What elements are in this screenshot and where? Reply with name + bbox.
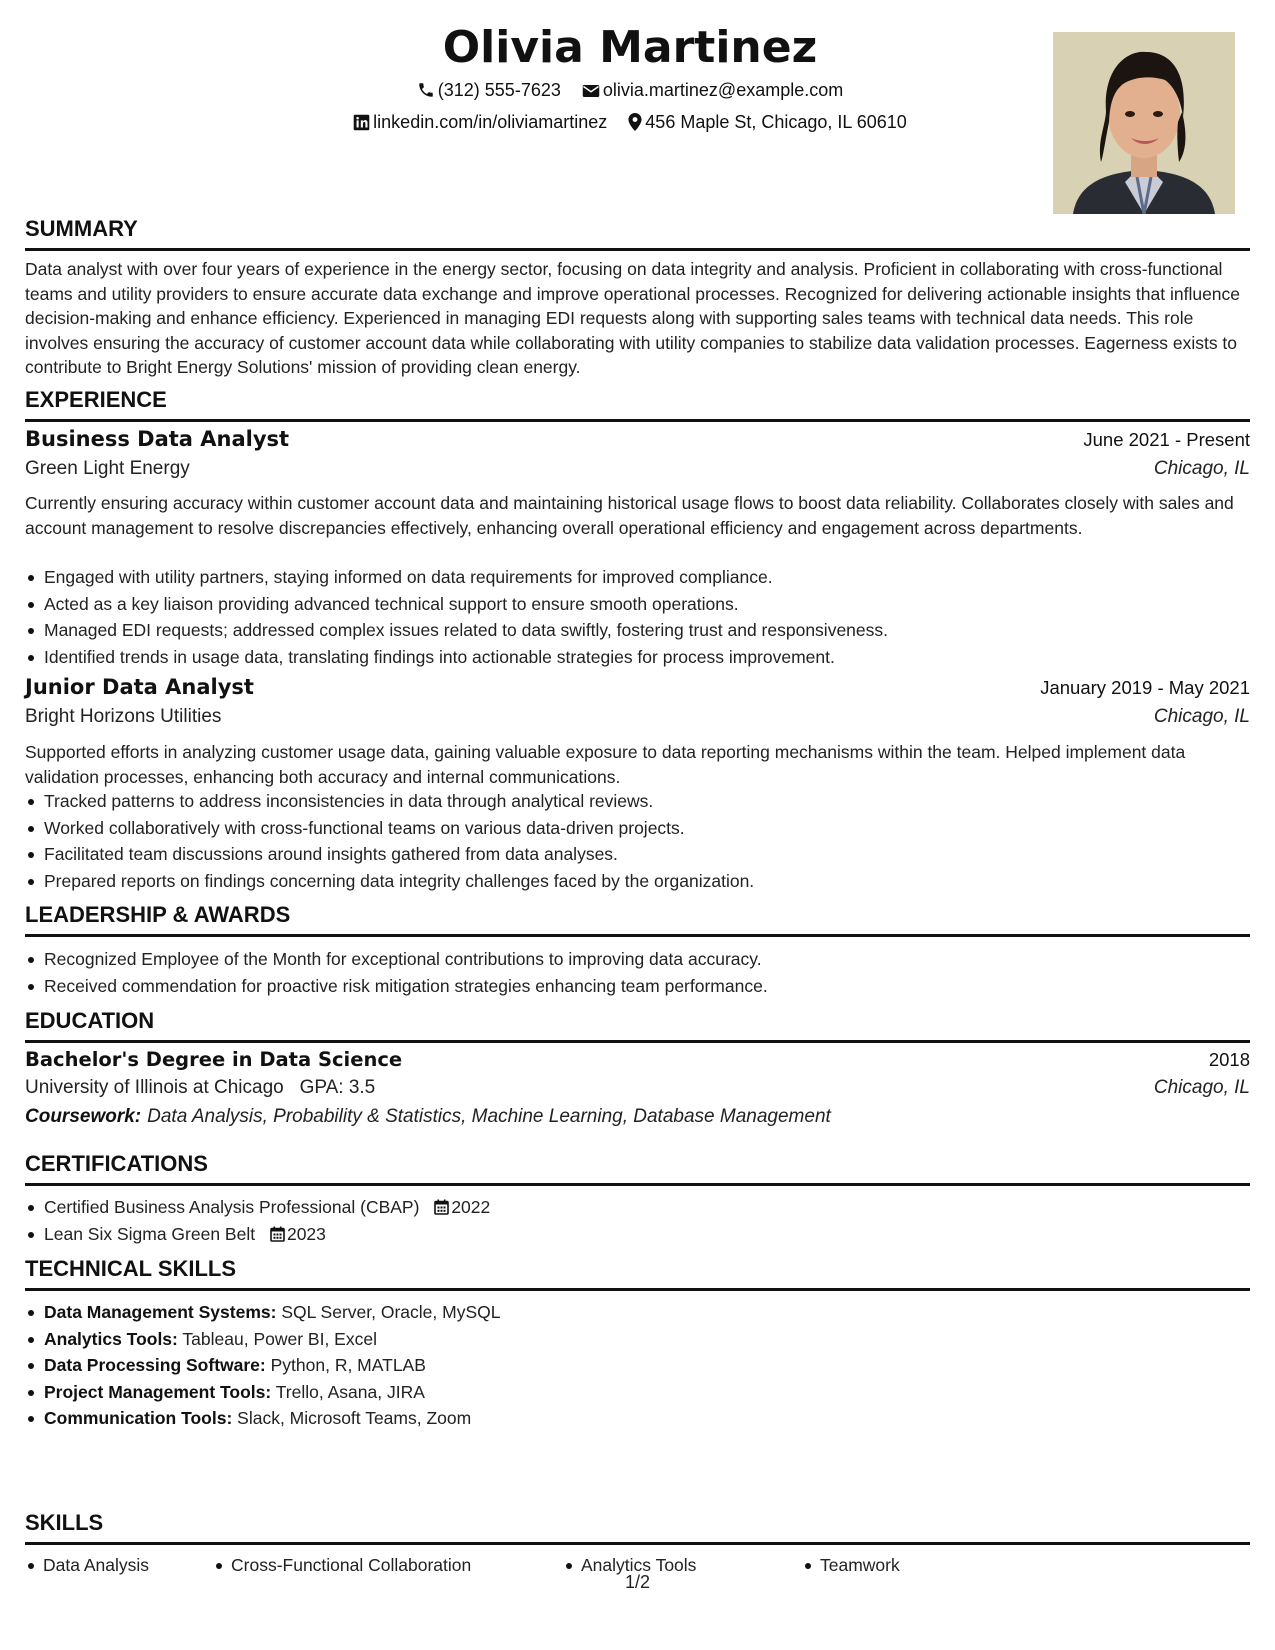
company-name: Green Light Energy (25, 458, 190, 479)
certification-name: Lean Six Sigma Green Belt (44, 1223, 256, 1244)
education-heading: EDUCATION (25, 1008, 1250, 1043)
skills-heading: SKILLS (25, 1510, 1250, 1545)
skill-item: Data Analysis (43, 1555, 150, 1575)
list-item: Acted as a key liaison providing advanced technical support to ensure smooth operations. (43, 591, 1248, 618)
skill-values: Python, R, MATLAB (270, 1355, 426, 1375)
list-item: Identified trends in usage data, translating findings into actionable strategies for process improvement. (43, 644, 1248, 671)
list-item (43, 1221, 1248, 1248)
email-contact[interactable] (582, 80, 843, 101)
job-title: Business Data Analyst (25, 427, 290, 451)
job-description: Currently ensuring accuracy within customer account data and maintaining historical usage flows to boost data reliability. Collaborates closely with sales and account management to resolve discrepancies effectively, enhancing overall operational efficiency and engagement across departments. (25, 493, 1234, 538)
profile-photo (1053, 32, 1235, 214)
resume-page (25, 0, 1250, 1650)
calendar-icon (270, 1226, 285, 1242)
job-1-header (25, 427, 1250, 451)
list-item: Received commendation for proactive risk mitigation strategies enhancing team performance. (43, 973, 1248, 1000)
skill-values: SQL Server, Oracle, MySQL (281, 1302, 501, 1322)
job-location: Chicago, IL (1153, 706, 1250, 727)
school-line (25, 1077, 375, 1099)
certifications-heading: CERTIFICATIONS (25, 1151, 1250, 1186)
job-description: Supported efforts in analyzing customer usage data, gaining valuable exposure to data reporting mechanisms within the team. Helped implement data validation processes, enhancing both accuracy and internal communications. (25, 742, 1186, 787)
company-name: Bright Horizons Utilities (25, 706, 222, 727)
list-item: Prepared reports on findings concerning data integrity challenges faced by the organization. (43, 868, 1248, 895)
page-number: 1/2 (624, 1572, 651, 1592)
skill-values: Tableau, Power BI, Excel (182, 1328, 377, 1349)
certifications-list (43, 1194, 1248, 1247)
technical-skills-heading: TECHNICAL SKILLS (25, 1256, 1250, 1291)
job-2-company-row (25, 706, 1250, 728)
list-item: Facilitated team discussions around insights gathered from data analyses. (43, 841, 1248, 868)
education-degree-row (25, 1048, 1250, 1071)
certification-year: 2023 (286, 1223, 326, 1244)
technical-skills-list (43, 1299, 1248, 1432)
job-1-company-row (25, 458, 1250, 480)
leadership-heading: LEADERSHIP & AWARDS (25, 902, 1250, 937)
summary-text: Data analyst with over four years of experience in the energy sector, focusing on data integrity and analysis. Proficient in collaborating with cross-functional teams and utility providers to ensure accurate data exchange and improve operational processes. Recognized for delivering actionable insights that influence decision-making and enhance efficiency. Experienced in managing EDI requests along with supporting sales teams with technical data needs. This role involves ensuring the accuracy of customer account data while collaborating with utility companies to stabilize data validation processes. Eagerness exists to contribute to Bright Energy Solutions' mission of providing clean energy. (25, 259, 1241, 377)
map-marker-icon (628, 113, 642, 131)
linkedin-text[interactable]: linkedin.com/in/oliviamartinez (373, 112, 608, 132)
skill-category: Communication Tools: (44, 1408, 233, 1428)
candidate-name: Olivia Martinez (442, 22, 818, 73)
skill-category: Analytics Tools: (44, 1328, 178, 1349)
coursework-row (25, 1106, 1250, 1128)
skill-values: Trello, Asana, JIRA (275, 1381, 425, 1402)
address-text: 456 Maple St, Chicago, IL 60610 (645, 112, 907, 132)
coursework-list: Data Analysis, Probability & Statistics, Machine Learning, Database Management (147, 1106, 831, 1127)
email-text[interactable]: olivia.martinez@example.com (602, 80, 844, 100)
list-item (43, 1352, 1248, 1379)
list-item: Engaged with utility partners, staying informed on data requirements for improved compliance. (43, 564, 1248, 591)
list-item (43, 1194, 1248, 1221)
degree-name: Bachelor's Degree in Data Science (25, 1048, 403, 1071)
certification-year: 2022 (451, 1197, 491, 1217)
experience-heading: EXPERIENCE (25, 387, 1250, 422)
skill-category: Data Management Systems: (44, 1302, 277, 1322)
leadership-list (43, 946, 1248, 999)
skill-item: Teamwork (820, 1555, 900, 1575)
graduation-year: 2018 (1208, 1049, 1250, 1070)
job-location: Chicago, IL (1153, 458, 1250, 479)
calendar-icon (434, 1199, 449, 1215)
school-name: University of Illinois at Chicago (25, 1077, 284, 1098)
linkedin-contact[interactable] (353, 112, 607, 133)
skill-category: Data Processing Software: (44, 1355, 266, 1375)
address-contact (628, 112, 907, 133)
phone-icon (417, 81, 435, 99)
list-item (43, 1379, 1248, 1406)
list-item (43, 1405, 1248, 1432)
skill-category: Project Management Tools: (44, 1381, 272, 1402)
list-item: Recognized Employee of the Month for exceptional contributions to improving data accuracy. (43, 946, 1248, 973)
skill-values: Slack, Microsoft Teams, Zoom (237, 1408, 472, 1428)
list-item: Tracked patterns to address inconsistencies in data through analytical reviews. (43, 788, 1248, 815)
school-location: Chicago, IL (1153, 1077, 1250, 1098)
coursework-label: Coursework: (25, 1106, 142, 1127)
list-item (43, 1299, 1248, 1326)
job-2-header (25, 675, 1250, 699)
job-title: Junior Data Analyst (25, 675, 254, 699)
envelope-icon (582, 83, 600, 99)
list-item: Worked collaboratively with cross-functional teams on various data-driven projects. (43, 815, 1248, 842)
skill-item: Analytics Tools (581, 1555, 697, 1575)
job-dates: June 2021 - Present (1083, 429, 1250, 450)
job-dates: January 2019 - May 2021 (1040, 677, 1250, 698)
certification-name: Certified Business Analysis Professional (CBAP) (44, 1197, 420, 1217)
education-school-row (25, 1077, 1250, 1099)
gpa: GPA: 3.5 (299, 1077, 376, 1098)
phone-contact (417, 80, 561, 101)
list-item (43, 1326, 1248, 1353)
skill-item: Cross-Functional Collaboration (231, 1555, 472, 1575)
list-item: Managed EDI requests; addressed complex issues related to data swiftly, fostering trust and responsiveness. (43, 617, 1248, 644)
linkedin-icon (353, 114, 370, 131)
summary-heading: SUMMARY (25, 216, 1250, 251)
phone-text: (312) 555-7623 (437, 80, 561, 100)
job-2-bullets (43, 788, 1248, 894)
job-1-bullets (43, 564, 1248, 670)
